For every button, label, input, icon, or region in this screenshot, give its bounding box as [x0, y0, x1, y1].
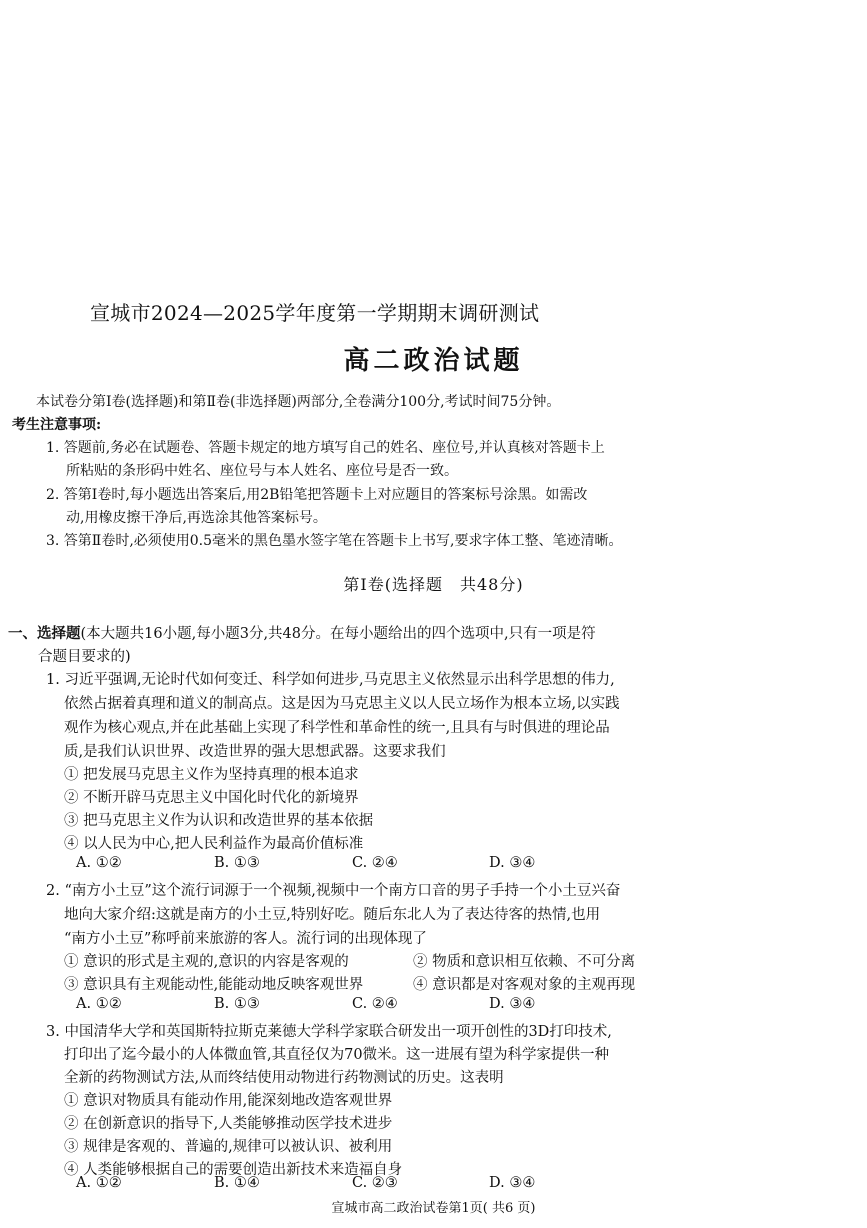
note-3-line-1: 3. 答第Ⅱ卷时,必须使用0.5毫米的黑色墨水签字笔在答题卡上书写,要求字体工整、笔迹清晰。 [46, 533, 623, 549]
question-1-statement-3: ③ 把马克思主义作为认识和改造世界的基本依据 [64, 813, 374, 829]
question-2-line-2: 地向大家介绍:这就是南方的小土豆,特别好吃。随后东北人为了表达待客的热情,也用 [64, 907, 601, 923]
question-1-statement-1: ① 把发展马克思主义作为坚持真理的根本追求 [64, 767, 359, 783]
section-heading: 第Ⅰ卷(选择题 共48分) [343, 575, 524, 594]
question-2-statement-4: ④ 意识都是对客观对象的主观再现 [413, 977, 636, 993]
question-3-statement-3: ③ 规律是客观的、普遍的,规律可以被认识、被利用 [64, 1139, 393, 1155]
choice-d[interactable]: D. ③④ [489, 1175, 536, 1191]
choice-b[interactable]: B. ①④ [214, 1175, 260, 1191]
section-instruction-text: (本大题共16小题,每小题3分,共48分。在每小题给出的四个选项中,只有一项是符 [80, 626, 596, 642]
choice-a[interactable]: A. ①② [76, 1175, 122, 1191]
question-2-line-3: “南方小土豆”称呼前来旅游的客人。流行词的出现体现了 [64, 931, 427, 947]
question-1-line-4: 质,是我们认识世界、改造世界的强大思想武器。这要求我们 [64, 744, 446, 760]
question-3-statement-1: ① 意识对物质具有能动作用,能深刻地改造客观世界 [64, 1093, 393, 1109]
question-2-line-1: 2. “南方小土豆”这个流行词源于一个视频,视频中一个南方口音的男子手持一个小土豆兴奋 [46, 883, 621, 899]
note-1-line-2: 所粘贴的条形码中姓名、座位号与本人姓名、座位号是否一致。 [66, 463, 458, 479]
choice-d[interactable]: D. ③④ [489, 855, 536, 871]
question-1-statement-4: ④ 以人民为中心,把人民利益作为最高价值标准 [64, 836, 364, 852]
choice-c[interactable]: C. ②③ [352, 1175, 398, 1191]
question-1-choices [76, 855, 596, 877]
choice-d[interactable]: D. ③④ [489, 996, 536, 1012]
choice-b[interactable]: B. ①③ [214, 855, 260, 871]
exam-title: 宣城市2024—2025学年度第一学期期末调研测试 [90, 301, 540, 325]
section-instruction-line-1 [8, 622, 596, 643]
question-2-choices [76, 996, 596, 1018]
section-instruction-label: 一、选择题 [8, 625, 81, 642]
question-2-statement-2: ② 物质和意识相互依赖、不可分离 [413, 954, 636, 970]
question-1-line-2: 依然占据着真理和道义的制高点。这是因为马克思主义以人民立场作为根本立场,以实践 [64, 696, 620, 712]
section-instruction-line-2: 合题目要求的) [38, 649, 131, 665]
choice-c[interactable]: C. ②④ [352, 996, 398, 1012]
question-1-line-3: 观作为核心观点,并在此基础上实现了科学性和革命性的统一,且具有与时俱进的理论品 [64, 720, 610, 736]
notes-heading: 考生注意事项: [12, 417, 102, 433]
question-3-line-3: 全新的药物测试方法,从而终结使用动物进行药物测试的历史。这表明 [64, 1070, 504, 1086]
choice-b[interactable]: B. ①③ [214, 996, 260, 1012]
question-1-statement-2: ② 不断开辟马克思主义中国化时代化的新境界 [64, 790, 359, 806]
page-footer: 宣城市高二政治试卷第1页( 共6 页) [331, 1201, 536, 1216]
question-3-choices [76, 1175, 596, 1197]
question-2-statement-3: ③ 意识具有主观能动性,能能动地反映客观世界 [64, 977, 364, 993]
question-3-line-2: 打印出了迄今最小的人体微血管,其直径仅为70微米。这一进展有望为科学家提供一种 [64, 1047, 610, 1063]
question-1-line-1: 1. 习近平强调,无论时代如何变迁、科学如何进步,马克思主义依然显示出科学思想的伟力, [46, 672, 615, 688]
note-2-line-2: 动,用橡皮擦干净后,再选涂其他答案标号。 [66, 510, 327, 526]
choice-c[interactable]: C. ②④ [352, 855, 398, 871]
question-3-statement-2: ② 在创新意识的指导下,人类能够推动医学技术进步 [64, 1116, 393, 1132]
exam-subtitle: 高二政治试题 [343, 346, 524, 376]
question-2-statement-1: ① 意识的形式是主观的,意识的内容是客观的 [64, 954, 349, 970]
intro-text: 本试卷分第Ⅰ卷(选择题)和第Ⅱ卷(非选择题)两部分,全卷满分100分,考试时间75分钟。 [36, 394, 561, 410]
note-2-line-1: 2. 答第Ⅰ卷时,每小题选出答案后,用2B铅笔把答题卡上对应题目的答案标号涂黑。如需改 [46, 487, 588, 503]
question-3-statement-4: ④ 人类能够根据自己的需要创造出新技术来造福自身 [64, 1162, 403, 1178]
choice-a[interactable]: A. ①② [76, 855, 122, 871]
note-1-line-1: 1. 答题前,务必在试题卷、答题卡规定的地方填写自己的姓名、座位号,并认真核对答题卡上 [46, 440, 605, 456]
question-3-line-1: 3. 中国清华大学和英国斯特拉斯克莱德大学科学家联合研发出一项开创性的3D打印技术, [46, 1024, 612, 1040]
choice-a[interactable]: A. ①② [76, 996, 122, 1012]
